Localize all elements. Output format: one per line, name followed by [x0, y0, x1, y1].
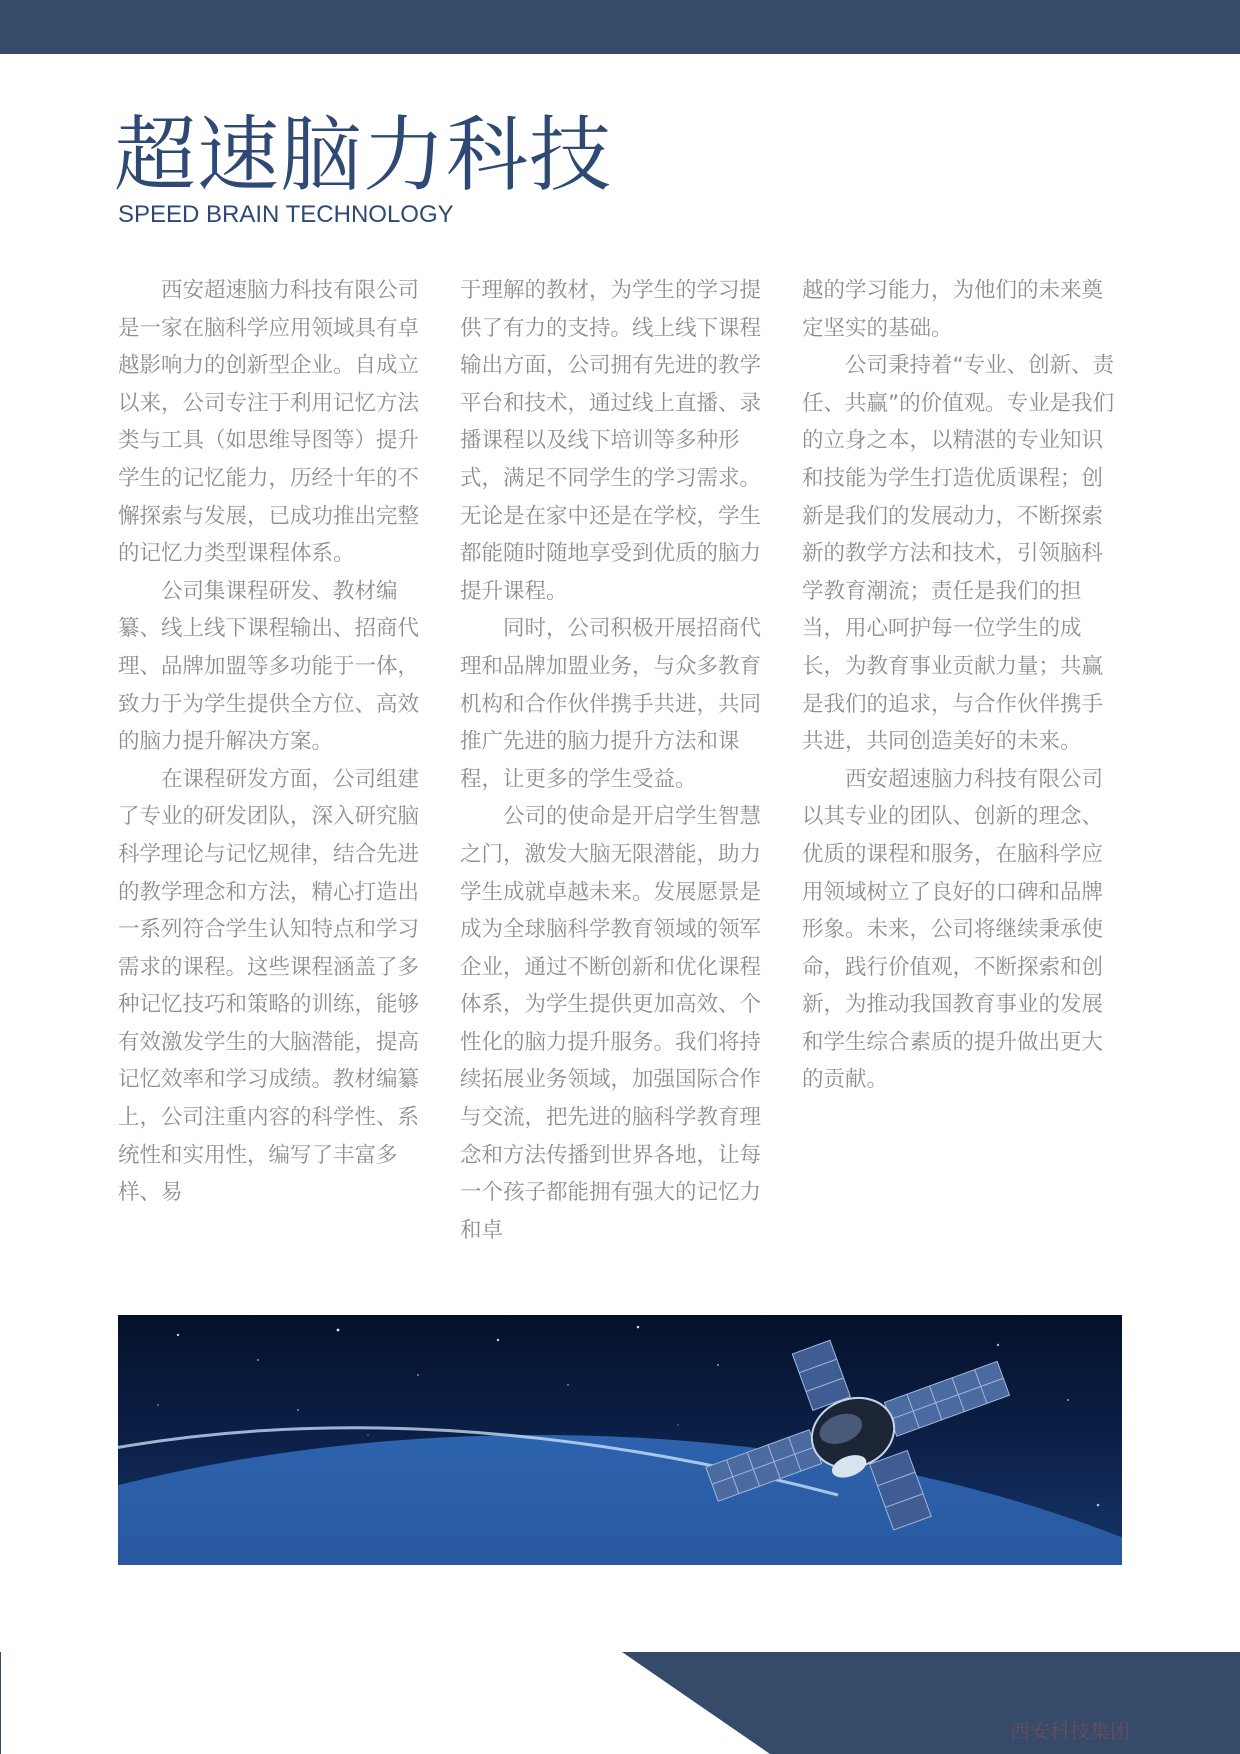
footer-left-edge	[0, 1652, 1, 1754]
footer-navy-shape	[622, 1652, 1240, 1754]
paragraph: 公司集课程研发、教材编纂、线上线下课程输出、招商代理、品牌加盟等多功能于一体，致力于为学生提供全方位、高效的脑力提升解决方案。	[118, 578, 420, 755]
text-column-2	[460, 272, 776, 1249]
paragraph: 在课程研发方面，公司组建了专业的研发团队，深入研究脑科学理论与记忆规律，结合先进的教学理念和方法，精心打造出一系列符合学生认知特点和学习需求的课程。这些课程涵盖了多种记忆技巧和策略的训练，能够有效激发学生的大脑潜能，提高记忆效率和学习成绩。教材编纂上，公司注重内容的科学性、系统性和实用性，编写了丰富多样、易	[118, 766, 420, 1206]
top-header-bar	[0, 0, 1240, 54]
space-satellite-illustration	[118, 1315, 1122, 1565]
paragraph: 西安超速脑力科技有限公司以其专业的团队、创新的理念、优质的课程和服务，在脑科学应用领域树立了良好的口碑和品牌形象。未来，公司将继续秉承使命，践行价值观，不断探索和创新，为推动我国教育事业的发展和学生综合素质的提升做出更大的贡献。	[802, 766, 1104, 1093]
paragraph: 西安超速脑力科技有限公司是一家在脑科学应用领域具有卓越影响力的创新型企业。自成立以来，公司专注于利用记忆方法类与工具（如思维导图等）提升学生的记忆能力，历经十年的不懈探索与发展，已成功推出完整的记忆力类型课程体系。	[118, 278, 420, 567]
watermark-text: 西安科技集团	[1010, 1719, 1130, 1743]
text-column-3	[802, 272, 1118, 1099]
company-title: 超速脑力科技	[114, 108, 613, 203]
company-subtitle: SPEED BRAIN TECHNOLOGY	[118, 201, 454, 228]
paragraph-continued: 于理解的教材，为学生的学习提供了有力的支持。线上线下课程输出方面，公司拥有先进的教学平台和技术，通过线上直播、录播课程以及线下培训等多种形式，满足不同学生的学习需求。无论是在家中还是在学校，学生都能随时随地享受到优质的脑力提升课程。	[460, 278, 762, 604]
paragraph: 公司的使命是开启学生智慧之门，激发大脑无限潜能，助力学生成就卓越未来。发展愿景是成为全球脑科学教育领域的领军企业，通过不断创新和优化课程体系，为学生提供更加高效、个性化的脑力提升服务。我们将持续拓展业务领域，加强国际合作与交流，把先进的脑科学教育理念和方法传播到世界各地，让每一个孩子都能拥有强大的记忆力和卓	[460, 804, 762, 1243]
space-satellite-banner	[118, 1315, 1122, 1565]
paragraph: 同时，公司积极开展招商代理和品牌加盟业务，与众多教育机构和合作伙伴携手共进，共同推广先进的脑力提升方法和课程，让更多的学生受益。	[460, 616, 762, 792]
paragraph: 公司秉持着“专业、创新、责任、共赢”的价值观。专业是我们的立身之本，以精湛的专业知识和技能为学生打造优质课程；创新是我们的发展动力，不断探索新的教学方法和技术，引领脑科学教育潮流；责任是我们的担当，用心呵护每一位学生的成长，为教育事业贡献力量；共赢是我们的追求，与合作伙伴携手共进，共同创造美好的未来。	[802, 353, 1115, 755]
paragraph-continued: 越的学习能力，为他们的未来奠定坚实的基础。	[802, 278, 1104, 341]
text-column-1	[118, 272, 434, 1212]
